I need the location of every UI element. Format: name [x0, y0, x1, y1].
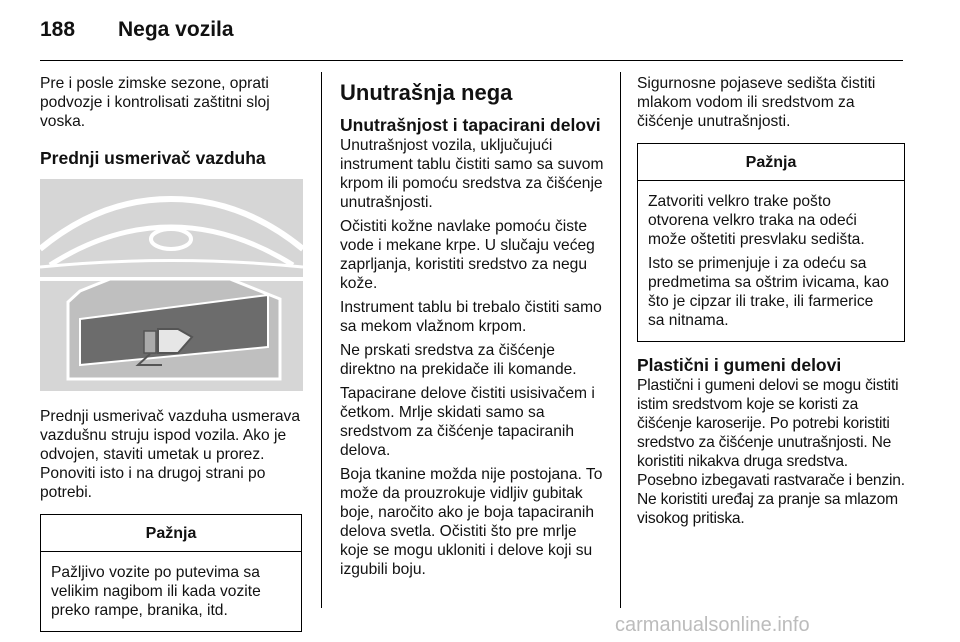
section-heading-plastic-rubber: Plastični i gumeni delovi	[637, 355, 842, 375]
caution-text: Zatvoriti velkro trake pošto otvorena velkro traka na odeći može oštetiti presvlaku sedišta.	[648, 193, 865, 248]
caution-box	[637, 143, 905, 342]
page-number: 188	[40, 18, 76, 41]
header-rule	[40, 60, 903, 61]
paragraph: Unutrašnjost vozila, uključujući instrument tablu čistiti samo sa suvom krpom ili pomoću sredstva za čišćenje unutrašnjosti.	[340, 137, 604, 211]
column-2	[340, 74, 604, 584]
section-heading-interior-care: Unutrašnja nega	[340, 80, 513, 105]
watermark: carmanualsonline.info	[615, 614, 810, 636]
caution-title: Pažnja	[41, 515, 301, 552]
column-divider	[620, 72, 621, 608]
paragraph: Očistiti kožne navlake pomoću čiste vode i mekane krpe. U slučaju većeg zaprljanja, koristiti sredstvo za negu kože.	[340, 218, 595, 292]
paragraph: Ne prskati sredstva za čišćenje direktno na prekidače ili komande.	[340, 342, 577, 378]
intro-paragraph: Pre i posle zimske sezone, oprati podvozje i kontrolisati zaštitni sloj voska.	[40, 75, 270, 130]
page-header	[40, 14, 910, 54]
paragraph: Tapacirane delove čistiti usisivačem i četkom. Mrlje skidati samo sa sredstvom za čišćenje tapaciranih delova.	[340, 385, 595, 459]
seatbelt-paragraph: Sigurnosne pojaseve sedišta čistiti mlakom vodom ili sredstvom za čišćenje unutrašnjosti.	[637, 75, 876, 130]
caution-title: Pažnja	[638, 144, 904, 181]
page-title: Nega vozila	[118, 18, 234, 41]
paragraph: Instrument tablu bi trebalo čistiti samo sa mekom vlažnom krpom.	[340, 299, 602, 335]
caution-text: Pažljivo vozite po putevima sa velikim nagibom ili kada vozite preko rampe, branika, itd.	[51, 564, 261, 619]
column-divider	[321, 72, 322, 608]
plastic-rubber-text: Plastični i gumeni delovi se mogu čistiti istim sredstvom koje se koristi za čišćenje karoserije. Po potrebi koristiti sredstvo za čišćenje unutrašnjosti. Ne koristiti nikakva druga sredstva. Posebno izbegavati rastvarače i benzin. Ne koristiti uređaj za pranje sa mlazom visokog pritiska.	[637, 377, 905, 527]
air-deflector-text: Prednji usmerivač vazduha usmerava vazdušnu struju ispod vozila. Ako je odvojen, staviti umetak u prorez. Ponoviti isto i na drugoj strani po potrebi.	[40, 408, 301, 501]
column-1	[40, 74, 302, 632]
paragraph: Boja tkanine možda nije postojana. To može da prouzrokuje vidljiv gubitak boje, naročito ako je boja tapaciranih delova svetla. Očistiti što pre mrlje koje se mogu ukloniti i delove koji su izgubili boju.	[340, 466, 603, 578]
column-3	[637, 74, 905, 533]
caution-text: Isto se primenjuje i za odeću sa predmetima sa oštrim ivicama, kao što je cipzar ili trake, ili farmerice sa nitnama.	[648, 255, 889, 329]
section-heading-air-deflector: Prednji usmerivač vazduha	[40, 148, 266, 168]
caution-box	[40, 514, 302, 632]
subheading-interior-upholstery: Unutrašnjost i tapacirani delovi	[340, 115, 601, 135]
air-deflector-illustration	[40, 179, 303, 391]
